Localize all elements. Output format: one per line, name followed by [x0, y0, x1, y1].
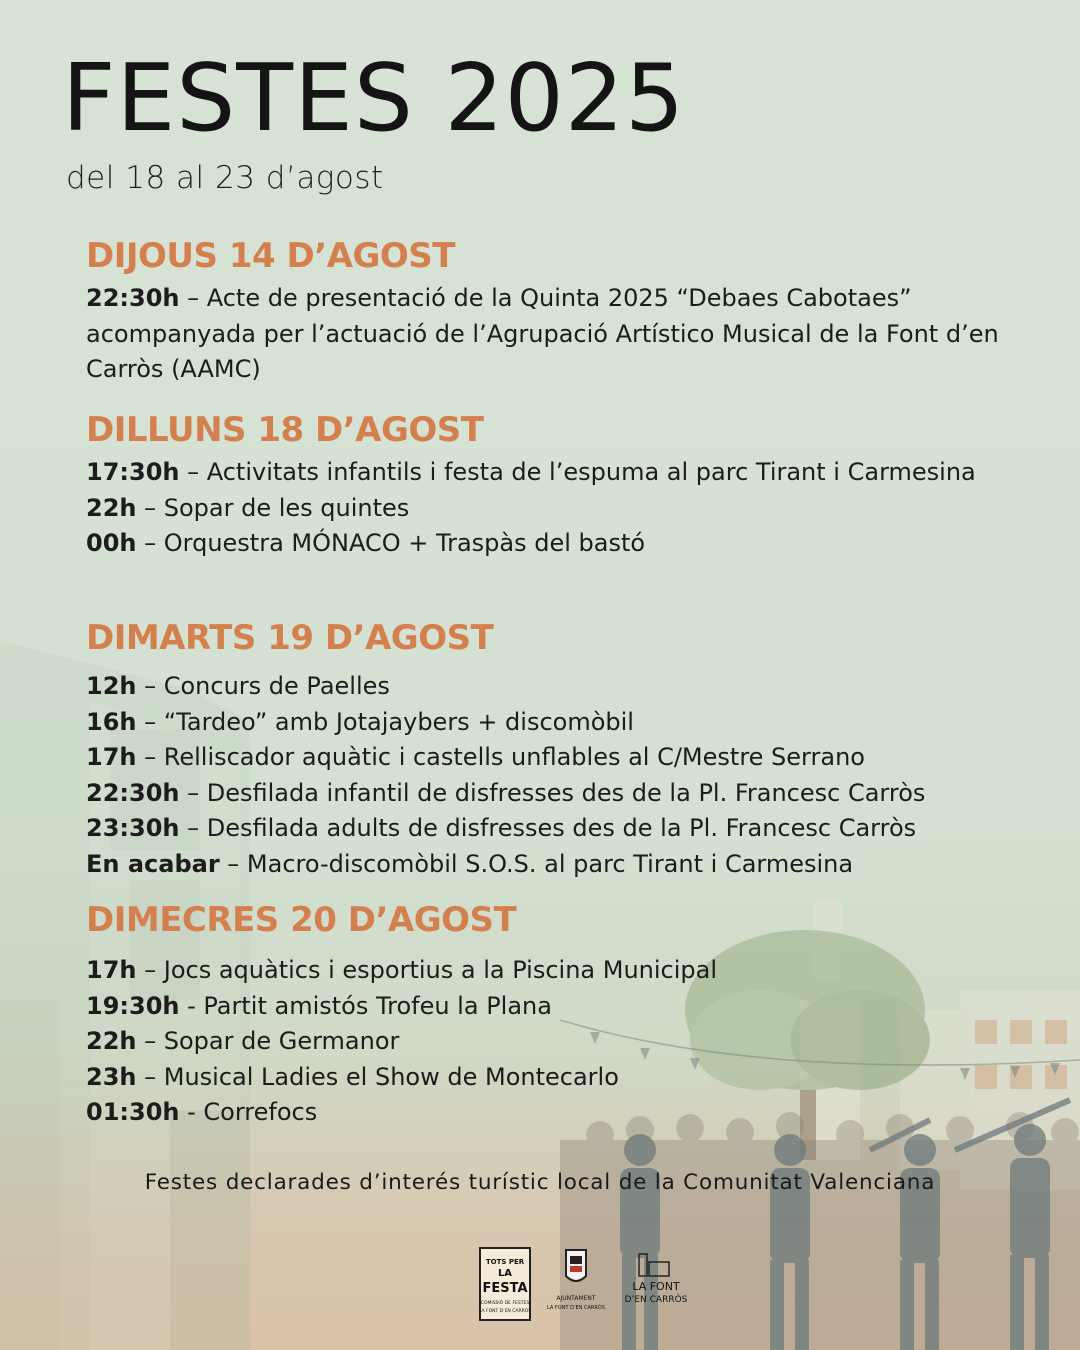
event-time: 16h [86, 707, 137, 736]
day-heading: DIMARTS 19 D’AGOST [86, 618, 494, 658]
event-item [86, 669, 1026, 705]
event-item [86, 953, 1026, 989]
event-item [86, 989, 1026, 1025]
ajuntament-logo [547, 1250, 605, 1311]
event-text: – Acte de presentació de la Quinta 2025 “Debaes Cabotaes” acompanyada per l’actuació de l’Agrupació Artístico Musical de la Font d’en Carròs (AAMC) [86, 284, 999, 384]
date-range: del 18 al 23 d’agost [66, 160, 384, 196]
svg-text:LA FONT D’EN CARRÒS: LA FONT D’EN CARRÒS [546, 1305, 606, 1311]
event-time: 17:30h [86, 458, 180, 487]
svg-text:COMISSIÓ DE FESTES: COMISSIÓ DE FESTES [480, 1301, 530, 1306]
event-item [86, 811, 1026, 847]
event-time: 23h [86, 1062, 137, 1091]
event-item [86, 1095, 1026, 1131]
day-section-dimecres [86, 902, 1026, 1131]
tourist-interest-note: Festes declarades d’interés turístic local de la Comunitat Valenciana [144, 1170, 936, 1195]
event-time: En acabar [86, 849, 220, 878]
event-time: 17h [86, 743, 137, 772]
comissio-de-festes-logo [479, 1248, 531, 1320]
event-item [86, 491, 1026, 527]
day-section-dijous [86, 238, 1026, 388]
page-title: FESTES 2025 [62, 44, 686, 152]
day-heading: DILLUNS 18 D’AGOST [86, 410, 484, 450]
event-time: 01:30h [86, 1098, 180, 1127]
event-text: – Activitats infantils i festa de l’espuma al parc Tirant i Carmesina [179, 458, 976, 487]
event-text: – “Tardeo” amb Jotajaybers + discomòbil [136, 707, 634, 736]
event-item [86, 1060, 1026, 1096]
event-text: – Relliscador aquàtic i castells unflables al C/Mestre Serrano [136, 743, 865, 772]
event-text: – Musical Ladies el Show de Montecarlo [136, 1062, 619, 1091]
event-item [86, 526, 1026, 562]
event-item [86, 847, 1026, 883]
day-heading: DIMECRES 20 D’AGOST [86, 900, 517, 940]
event-time: 22:30h [86, 284, 180, 313]
event-item [86, 455, 1026, 491]
event-time: 12h [86, 672, 137, 701]
svg-text:LA: LA [497, 1268, 513, 1279]
svg-text:FESTA: FESTA [482, 1281, 528, 1296]
event-text: – Macro-discomòbil S.O.S. al parc Tirant i Carmesina [219, 849, 854, 878]
svg-text:AJUNTAMENT: AJUNTAMENT [556, 1295, 596, 1302]
event-time: 22h [86, 493, 137, 522]
event-item [86, 705, 1026, 741]
event-item [86, 776, 1026, 812]
day-section-dilluns [86, 412, 1026, 562]
svg-text:D’EN CARRÒS: D’EN CARRÒS [624, 1295, 688, 1305]
event-item [86, 281, 1026, 388]
event-time: 23:30h [86, 814, 180, 843]
event-time: 22:30h [86, 778, 180, 807]
day-heading: DIJOUS 14 D’AGOST [86, 236, 455, 276]
svg-text:LA FONT: LA FONT [632, 1280, 680, 1293]
event-text: – Sopar de Germanor [136, 1027, 400, 1056]
la-font-den-carros-logo [625, 1254, 688, 1305]
event-time: 19:30h [86, 991, 180, 1020]
svg-text:LA FONT D’EN CARRÒS: LA FONT D’EN CARRÒS [478, 1309, 532, 1314]
event-text: - Correfocs [179, 1098, 318, 1127]
event-list [86, 669, 1026, 882]
event-item [86, 1024, 1026, 1060]
event-text: – Desfilada adults de disfresses des de la Pl. Francesc Carròs [179, 814, 917, 843]
event-text: – Sopar de les quintes [136, 493, 410, 522]
event-list [86, 281, 1026, 388]
event-time: 00h [86, 529, 137, 558]
event-text: – Jocs aquàtics i esportius a la Piscina Municipal [136, 956, 718, 985]
event-text: – Concurs de Paelles [136, 672, 390, 701]
svg-text:TOTS PER: TOTS PER [485, 1258, 525, 1266]
event-list [86, 953, 1026, 1131]
event-item [86, 740, 1026, 776]
sponsor-logos [474, 1244, 714, 1324]
event-text: - Partit amistós Trofeu la Plana [179, 991, 552, 1020]
event-list [86, 455, 1026, 562]
event-time: 17h [86, 956, 137, 985]
day-section-dimarts [86, 620, 1026, 882]
event-time: 22h [86, 1027, 137, 1056]
event-text: – Orquestra MÓNACO + Traspàs del bastó [136, 529, 646, 558]
event-text: – Desfilada infantil de disfresses des de la Pl. Francesc Carròs [179, 778, 926, 807]
